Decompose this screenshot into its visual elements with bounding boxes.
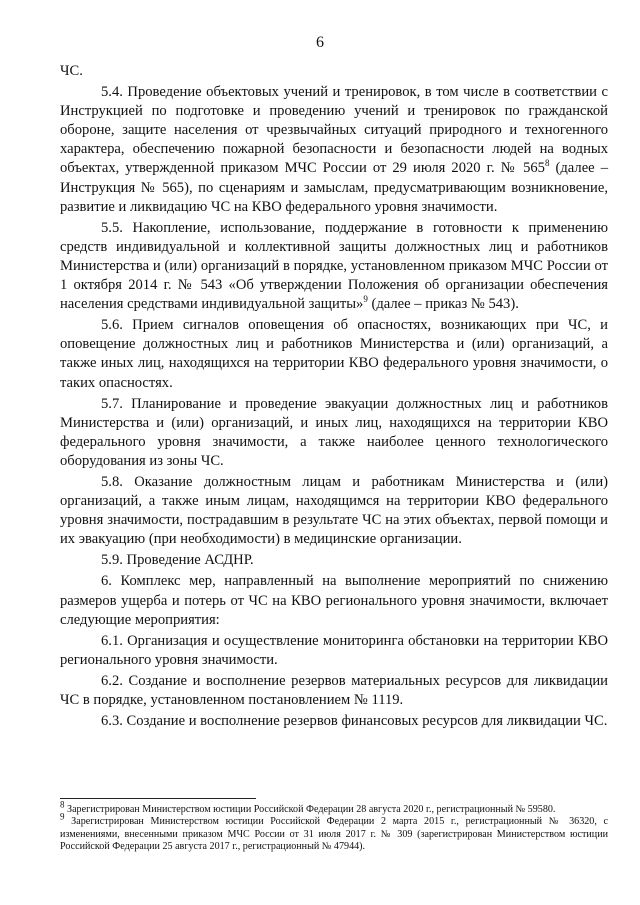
paragraph-text: 5.6. Прием сигналов оповещения об опасностях, возникающих при ЧС, и оповещение должностных лиц и работников Министерства и (или) организаций, а также иных лиц, находящихся на территории КВО федерального уровня значимости, о таких опасностях. xyxy=(60,317,608,391)
footnote-text: Зарегистрирован Министерством юстиции Российской Федерации 2 марта 2015 г., регистрационный № 36320, с изменениями, внесенными приказом МЧС России от 31 июля 2017 г. № 309 (зарегистрирован Министерством юстиции Российской Федерации 25 августа 2017 г., регистрационный № 47944). xyxy=(60,816,608,853)
paragraph-5-6 xyxy=(60,316,608,392)
footnotes xyxy=(60,799,608,854)
paragraph-text: 5.8. Оказание должностным лицам и работникам Министерства и (или) организаций, а также иным лицам, находящимся на территории КВО федерального уровня значимости, пострадавшим в результате ЧС на этих объектах, первой помощи и их эвакуацию (при необходимости) в медицинские организации. xyxy=(60,473,608,548)
paragraph-5-7 xyxy=(60,395,608,471)
paragraph-text: ЧС. xyxy=(60,63,83,79)
paragraph-6 xyxy=(60,572,608,629)
paragraph-5-9 xyxy=(60,551,608,570)
paragraph-text: 6.1. Организация и осуществление мониторинга обстановки на территории КВО регионального уровня значимости. xyxy=(60,632,608,668)
paragraph-5-8 xyxy=(60,473,608,549)
footnote-mark: 8 xyxy=(60,799,65,810)
footnote-ref: 8 xyxy=(544,158,550,169)
page-number: 6 xyxy=(316,34,324,51)
paragraph-text: 5.5. Накопление, использование, поддержание в готовности к применению средств индивидуальной и коллективной защиты должностных лиц и работников Министерства и (или) организаций в порядке, установленном приказом МЧС России от 1 октября 2014 г. № 543 «Об утверждении Положения об организации обеспечения населения средствами индивидуальной защиты» xyxy=(60,219,608,313)
footnote-8 xyxy=(60,799,608,816)
paragraph-5-4 xyxy=(60,83,608,217)
footnote-ref: 9 xyxy=(363,294,368,305)
footnote-9 xyxy=(60,812,608,853)
paragraph-text: 6. Комплекс мер, направленный на выполнение мероприятий по снижению размеров ущерба и потерь от ЧС на КВО регионального уровня значимости, включает следующие мероприятия: xyxy=(60,573,608,628)
paragraph-text: (далее – Инструкция № 565), по сценариям и замыслам, предусматривающим возникновение, развитие и ликвидацию ЧС на КВО федерального уровня значимости. xyxy=(60,160,608,215)
paragraph-5-5 xyxy=(60,219,608,314)
paragraph-text: (далее – приказ № 543). xyxy=(367,296,519,313)
document-body xyxy=(60,62,608,733)
paragraph-6-3 xyxy=(60,712,608,731)
footnote-mark: 9 xyxy=(60,812,65,823)
paragraph-text: 6.3. Создание и восполнение резервов финансовых ресурсов для ликвидации ЧС. xyxy=(101,713,608,730)
paragraph-text: 6.2. Создание и восполнение резервов материальных ресурсов для ликвидации ЧС в порядке, установленном постановлением № 1119. xyxy=(60,672,608,708)
footnote-text: Зарегистрирован Министерством юстиции Российской Федерации 28 августа 2020 г., регистрационный № 59580. xyxy=(64,804,556,815)
paragraph-6-1 xyxy=(60,632,608,670)
paragraph-text: 5.4. Проведение объектовых учений и тренировок, в том числе в соответствии с Инструкцией по подготовке и проведению учений и тренировок по гражданской обороне, защите населения от чрезвычайных ситуаций природного и техногенного характера, обеспечению пожарной безопасности и безопасности людей на водных объектах, утвержденной приказом МЧС России от 29 июля 2020 г. № 565 xyxy=(60,84,608,177)
paragraph-text: 5.7. Планирование и проведение эвакуации должностных лиц и работников Министерства и (или) организаций, и иных лиц, находящихся на территории КВО федерального уровня значимости, а также наиболее ценного технологического оборудования из зоны ЧС. xyxy=(60,395,608,469)
paragraph-continuation xyxy=(60,62,608,81)
footnote-divider xyxy=(60,798,256,799)
paragraph-6-2 xyxy=(60,672,608,710)
paragraph-text: 5.9. Проведение АСДНР. xyxy=(101,552,254,569)
